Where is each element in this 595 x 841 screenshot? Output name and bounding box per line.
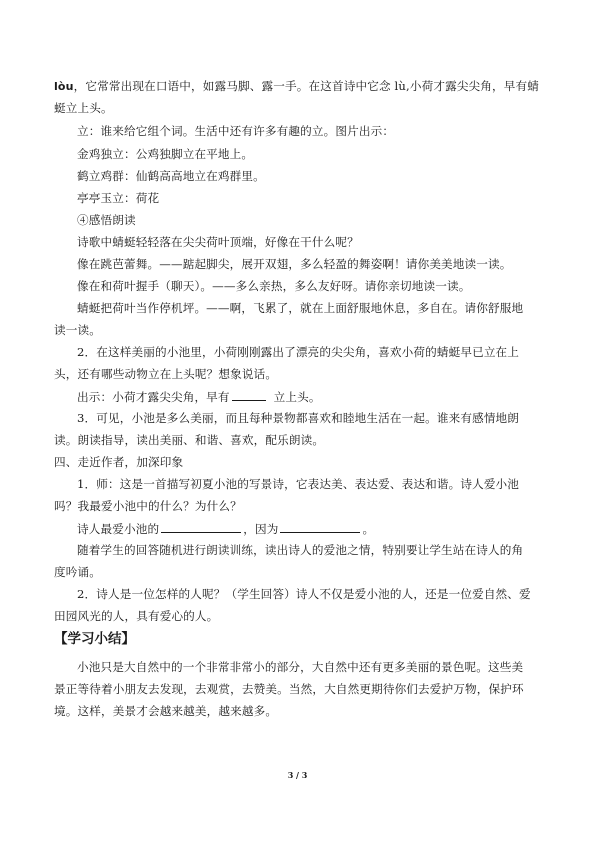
text-line (77, 389, 544, 404)
text-line: 田园风光的人，具有爱心的人。 (54, 609, 219, 623)
page-number: 3 / 3 (287, 770, 308, 780)
text-line: ④感悟朗读 (77, 213, 136, 227)
text-line: 随着学生的回答随机进行朗读训练，读出诗人的爱池之情，特别要让学生站在诗人的角 (77, 543, 524, 557)
text-segment: 。 (362, 522, 375, 536)
fill-in-blank (232, 389, 266, 401)
text-line: 2．在这样美丽的小池里，小荷刚刚露出了漂亮的尖尖角，喜欢小荷的蜻蜓早已立在上 (77, 345, 520, 359)
text-segment: ，因为 (243, 522, 279, 536)
text-line: 亭亭玉立：荷花 (77, 191, 160, 205)
section-title: 四、走近作者，加深印象 (54, 455, 184, 469)
text-line: 3．可见，小池是多么美丽，而且每种景物都喜欢和睦地生活在一起。谁来有感情地朗 (77, 411, 520, 425)
text-line: 蜻蜓把荷叶当作停机坪。——啊，飞累了，就在上面舒服地休息，多自在。请你舒服地 (77, 301, 524, 315)
text-line: 吗？我最爱小池中的什么？为什么？ (54, 499, 242, 513)
text-segment: 立上头。 (273, 390, 321, 404)
text-line: 景正等待着小朋友去发现，去观赏，去赞美。当然，大自然更期待你们去爱护万物，保护环 (54, 682, 524, 696)
text-line: 读。朗读指导，读出美丽、和谐、喜欢，配乐朗读。 (54, 433, 325, 447)
text-line: 2．诗人是一位怎样的人呢？（学生回答）诗人不仅是爱小池的人，还是一位爱自然、爱 (77, 587, 531, 601)
text-line: 像在跳芭蕾舞。——踮起脚尖，展开双翅，多么轻盈的舞姿啊！请你美美地读一读。 (77, 257, 512, 271)
text-line: 金鸡独立：公鸡独脚立在平地上。 (77, 147, 254, 161)
text-line: 境。这样，美景才会越来越美，越来越多。 (54, 704, 278, 718)
fill-in-blank (280, 521, 360, 533)
text-line: 像在和荷叶握手（聊天）。——多么亲热，多么友好呀。请你亲切地读一读。 (77, 279, 471, 293)
text-line: 诗歌中蜻蜓轻轻落在尖尖荷叶顶端，好像在干什么呢？ (77, 235, 359, 249)
text-line: 蜓立上头。 (54, 101, 113, 115)
text-line: 小池只是大自然中的一个非常非常小的部分，大自然中还有更多美丽的景色呢。这些美 (77, 660, 524, 674)
fill-in-blank (161, 521, 241, 533)
text-line: 度吟诵。 (54, 565, 101, 579)
section-heading: 【学习小结】 (54, 631, 135, 647)
text-segment: ，它常常出现在口语中，如露马脚、露一手。在这首诗中它念 lù,小荷才露尖尖角，早有蜻 (73, 79, 540, 93)
text-line: 头，还有哪些动物立在上头呢？想象说话。 (54, 367, 278, 381)
text-line (54, 79, 544, 94)
text-segment: 出示：小荷才露尖尖角，早有 (77, 390, 230, 404)
text-line (77, 521, 544, 536)
text-line: 鹤立鸡群：仙鹤高高地立在鸡群里。 (77, 169, 265, 183)
text-line: 1．师：这是一首描写初夏小池的写景诗，它表达美、表达爱、表达和谐。诗人爱小池 (77, 477, 520, 491)
pinyin: lòu (54, 80, 74, 93)
text-line: 读一读。 (54, 323, 101, 337)
text-line: 立：谁来给它组个词。生活中还有许多有趣的立。图片出示： (77, 124, 395, 138)
text-segment: 诗人最爱小池的 (77, 522, 160, 536)
